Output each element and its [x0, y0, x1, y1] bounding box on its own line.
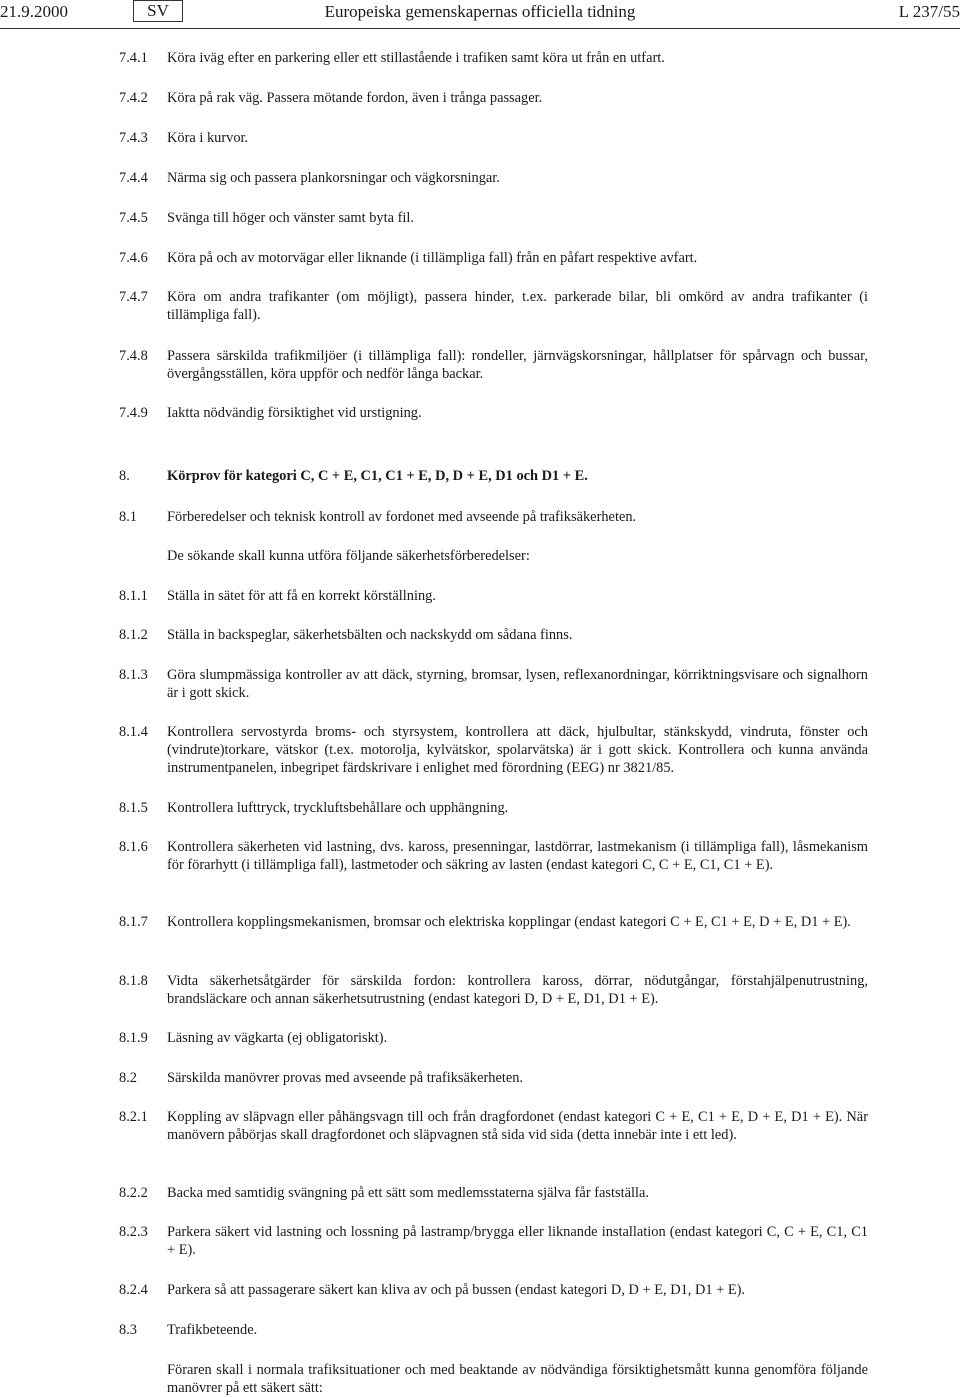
section-text: Kontrollera kopplingsmekanismen, bromsar och elektriska kopplingar (endast kategori C + E, C1 + E, D + E, D1 + E). [167, 914, 851, 930]
section-text: Köra på och av motorvägar eller liknande (i tillämpliga fall) från en påfart respektive avfart. [167, 250, 698, 266]
section-text: Läsning av vägkarta (ej obligatoriskt). [167, 1030, 388, 1046]
section-number: 7.4.6 [119, 250, 148, 266]
section-heading-text: Körprov för kategori C, C + E, C1, C1 + E, D, D + E, D1 och D1 + E. [167, 468, 588, 484]
section-number: 7.4.7 [119, 289, 148, 305]
section-number: 7.4.9 [119, 405, 148, 421]
section-number: 7.4.4 [119, 170, 148, 186]
section-text: Köra på rak väg. Passera mötande fordon, även i trånga passager. [167, 90, 543, 106]
section-number: 8.2.2 [119, 1185, 148, 1201]
section-number: 7.4.1 [119, 50, 148, 66]
section-text: Kontrollera servostyrda broms- och styrsystem, kontrollera att däck, hjulbultar, stänkskydd, vindruta, fönster och (vindrute)torkare, vätskor (t.ex. motorolja, kylvätskor, spolarvätska) är i gott skick. Kontrollera och kunna använda instrumentpanelen, inbegripet färdskrivare i enlighet med förordning (EEG) nr 3821/85. [167, 724, 868, 776]
header-journal-title: Europeiska gemenskapernas officiella tidning [324, 2, 636, 21]
section-text: Ställa in sätet för att få en korrekt körställning. [167, 588, 436, 604]
section-number: 8.1.9 [119, 1030, 148, 1046]
section-number: 8.1.8 [119, 973, 148, 989]
section-text: Göra slumpmässiga kontroller av att däck, styrning, bromsar, lysen, reflexanordningar, körriktningsvisare och signalhorn är i gott skick. [167, 667, 868, 701]
section-number: 8.1.1 [119, 588, 148, 604]
section-text: Ställa in backspeglar, säkerhetsbälten och nackskydd om sådana finns. [167, 627, 573, 643]
section-number: 7.4.8 [119, 348, 148, 364]
section-number: 8.1.3 [119, 667, 148, 683]
paragraph-text: De sökande skall kunna utföra följande säkerhetsförberedelser: [167, 548, 530, 564]
section-number: 8.1.7 [119, 914, 148, 930]
section-text: Köra om andra trafikanter (om möjligt), passera hinder, t.ex. parkerade bilar, bli omkörd av andra trafikanter (i tillämpliga fall). [167, 289, 868, 323]
paragraph-text: Föraren skall i normala trafiksituationer och med beaktande av nödvändiga försiktighetsmått kunna genomföra följande manövrer på ett säkert sätt: [167, 1362, 868, 1396]
section-number: 8.2 [119, 1070, 137, 1086]
section-text: Kontrollera säkerheten vid lastning, dvs. kaross, presenningar, lastdörrar, lastmekanism (i tillämpliga fall), låsmekanism för förarhytt (i tillämpliga fall), lastmetoder och säkring av lasten (endast kategori C, C + E, C1, C1 + E). [167, 839, 868, 873]
header-page-number: L 237/55 [898, 2, 960, 21]
section-text: Iaktta nödvändig försiktighet vid urstigning. [167, 405, 422, 421]
section-text: Backa med samtidig svängning på ett sätt som medlemsstaterna själva får fastställa. [167, 1185, 649, 1201]
section-text: Köra iväg efter en parkering eller ett stillastående i trafiken samt köra ut från en utfart. [167, 50, 665, 66]
section-number: 8. [119, 468, 130, 484]
section-text: Passera särskilda trafikmiljöer (i tillämpliga fall): rondeller, järnvägskorsningar, hållplatser för spårvagn och bussar, övergångsställen, köra uppför och nedför långa backar. [167, 348, 868, 382]
section-text: Särskilda manövrer provas med avseende på trafiksäkerheten. [167, 1070, 524, 1086]
page-header [0, 0, 960, 29]
section-number: 8.2.1 [119, 1109, 148, 1125]
header-date: 21.9.2000 [0, 2, 68, 21]
section-number: 7.4.2 [119, 90, 148, 106]
section-number: 7.4.3 [119, 130, 148, 146]
section-number: 8.1.6 [119, 839, 148, 855]
section-text: Kontrollera lufttryck, tryckluftsbehållare och upphängning. [167, 800, 509, 816]
section-number: 8.3 [119, 1322, 137, 1338]
section-text: Parkera säkert vid lastning och lossning på lastramp/brygga eller liknande installation (endast kategori C, C + E, C1, C1 + E). [167, 1224, 868, 1258]
section-text: Köra i kurvor. [167, 130, 249, 146]
section-text: Koppling av släpvagn eller påhängsvagn till och från dragfordonet (endast kategori C + E, C1 + E, D + E, D1 + E). När manövern påbörjas skall dragfordonet och släpvagnen stå sida vid sida (detta innebär inte i ett led). [167, 1109, 868, 1143]
section-number: 8.1 [119, 509, 137, 525]
section-text: Förberedelser och teknisk kontroll av fordonet med avseende på trafiksäkerheten. [167, 509, 637, 525]
section-text: Närma sig och passera plankorsningar och vägkorsningar. [167, 170, 500, 186]
section-number: 8.1.2 [119, 627, 148, 643]
header-language-box: SV [133, 0, 183, 22]
section-number: 8.1.4 [119, 724, 148, 740]
section-number: 8.2.4 [119, 1282, 148, 1298]
section-number: 8.2.3 [119, 1224, 148, 1240]
section-text: Parkera så att passagerare säkert kan kliva av och på bussen (endast kategori D, D + E, D1, D1 + E). [167, 1282, 746, 1298]
section-number: 7.4.5 [119, 210, 148, 226]
section-number: 8.1.5 [119, 800, 148, 816]
section-text: Svänga till höger och vänster samt byta fil. [167, 210, 414, 226]
section-text: Trafikbeteende. [167, 1322, 258, 1338]
section-text: Vidta säkerhetsåtgärder för särskilda fordon: kontrollera kaross, dörrar, nödutgångar, förstahjälpenutrustning, brandsläckare och annan säkerhetsutrustning (endast kategori D, D + E, D1, D1 + E). [167, 973, 868, 1007]
